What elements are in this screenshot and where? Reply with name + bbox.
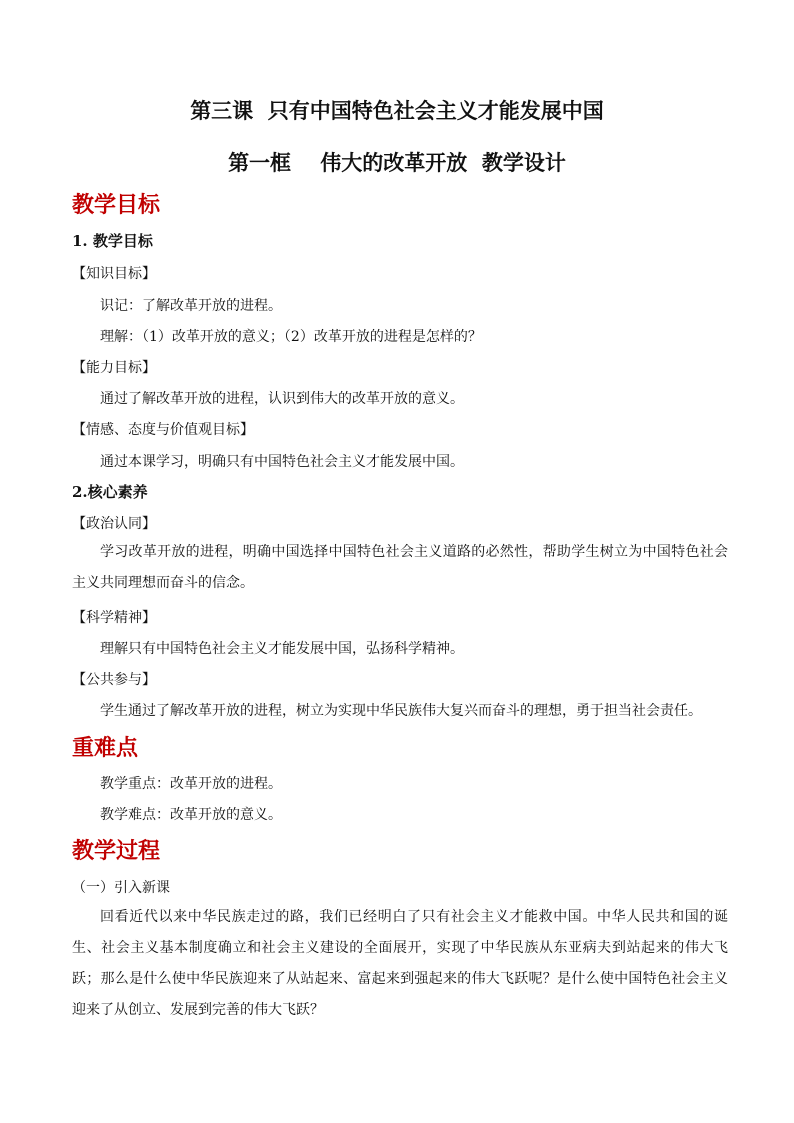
public-text: 学生通过了解改革开放的进程，树立为实现中华民族伟大复兴而奋斗的理想，勇于担当社会责任。 (100, 703, 702, 719)
public-label: 【公共参与】 (72, 672, 156, 688)
keypoint-focus: 教学重点：改革开放的进程。 (100, 776, 282, 792)
objectives-sub-1: 1. 教学目标 (72, 232, 153, 250)
keypoint-difficulty: 教学难点：改革开放的意义。 (100, 807, 282, 823)
objectives-heading: 教学目标 (72, 192, 161, 218)
political-label: 【政治认同】 (72, 516, 156, 532)
emotion-label: 【情感、态度与价值观目标】 (72, 422, 254, 438)
lesson-subtitle: 第一框 伟大的改革开放 教学设计 (228, 150, 566, 175)
political-text: 学习改革开放的进程，明确中国选择中国特色社会主义道路的必然性，帮助学生树立为中国特色社会主义共同理想而奋斗的信念。 (72, 544, 728, 591)
objectives-sub-2: 2.核心素养 (72, 483, 148, 501)
lesson-title: 第三课 只有中国特色社会主义才能发展中国 (190, 98, 604, 123)
ability-label: 【能力目标】 (72, 360, 156, 376)
process-step-1-label: （一）引入新课 (72, 880, 170, 896)
keypoints-heading: 重难点 (72, 735, 139, 761)
knowledge-line-1: 识记：了解改革开放的进程。 (100, 298, 282, 314)
knowledge-line-2: 理解：（1）改革开放的意义；（2）改革开放的进程是怎样的？ (100, 329, 482, 345)
emotion-text: 通过本课学习，明确只有中国特色社会主义才能发展中国。 (100, 454, 464, 470)
knowledge-label: 【知识目标】 (72, 266, 156, 282)
ability-text: 通过了解改革开放的进程，认识到伟大的改革开放的意义。 (100, 391, 464, 407)
process-heading: 教学过程 (72, 838, 161, 864)
science-text: 理解只有中国特色社会主义才能发展中国，弘扬科学精神。 (100, 641, 464, 657)
science-label: 【科学精神】 (72, 610, 156, 626)
process-step-1-text: 回看近代以来中华民族走过的路，我们已经明白了只有社会主义才能救中国。中华人民共和国的诞生、社会主义基本制度确立和社会主义建设的全面展开，实现了中华民族从东亚病夫到站起来的伟大飞跃；那么是什么使中华民族迎来了从站起来、富起来到强起来的伟大飞跃呢？是什么使中国特色社会主义迎来了从创立、发展到完善的伟大飞跃？ (72, 909, 728, 1018)
